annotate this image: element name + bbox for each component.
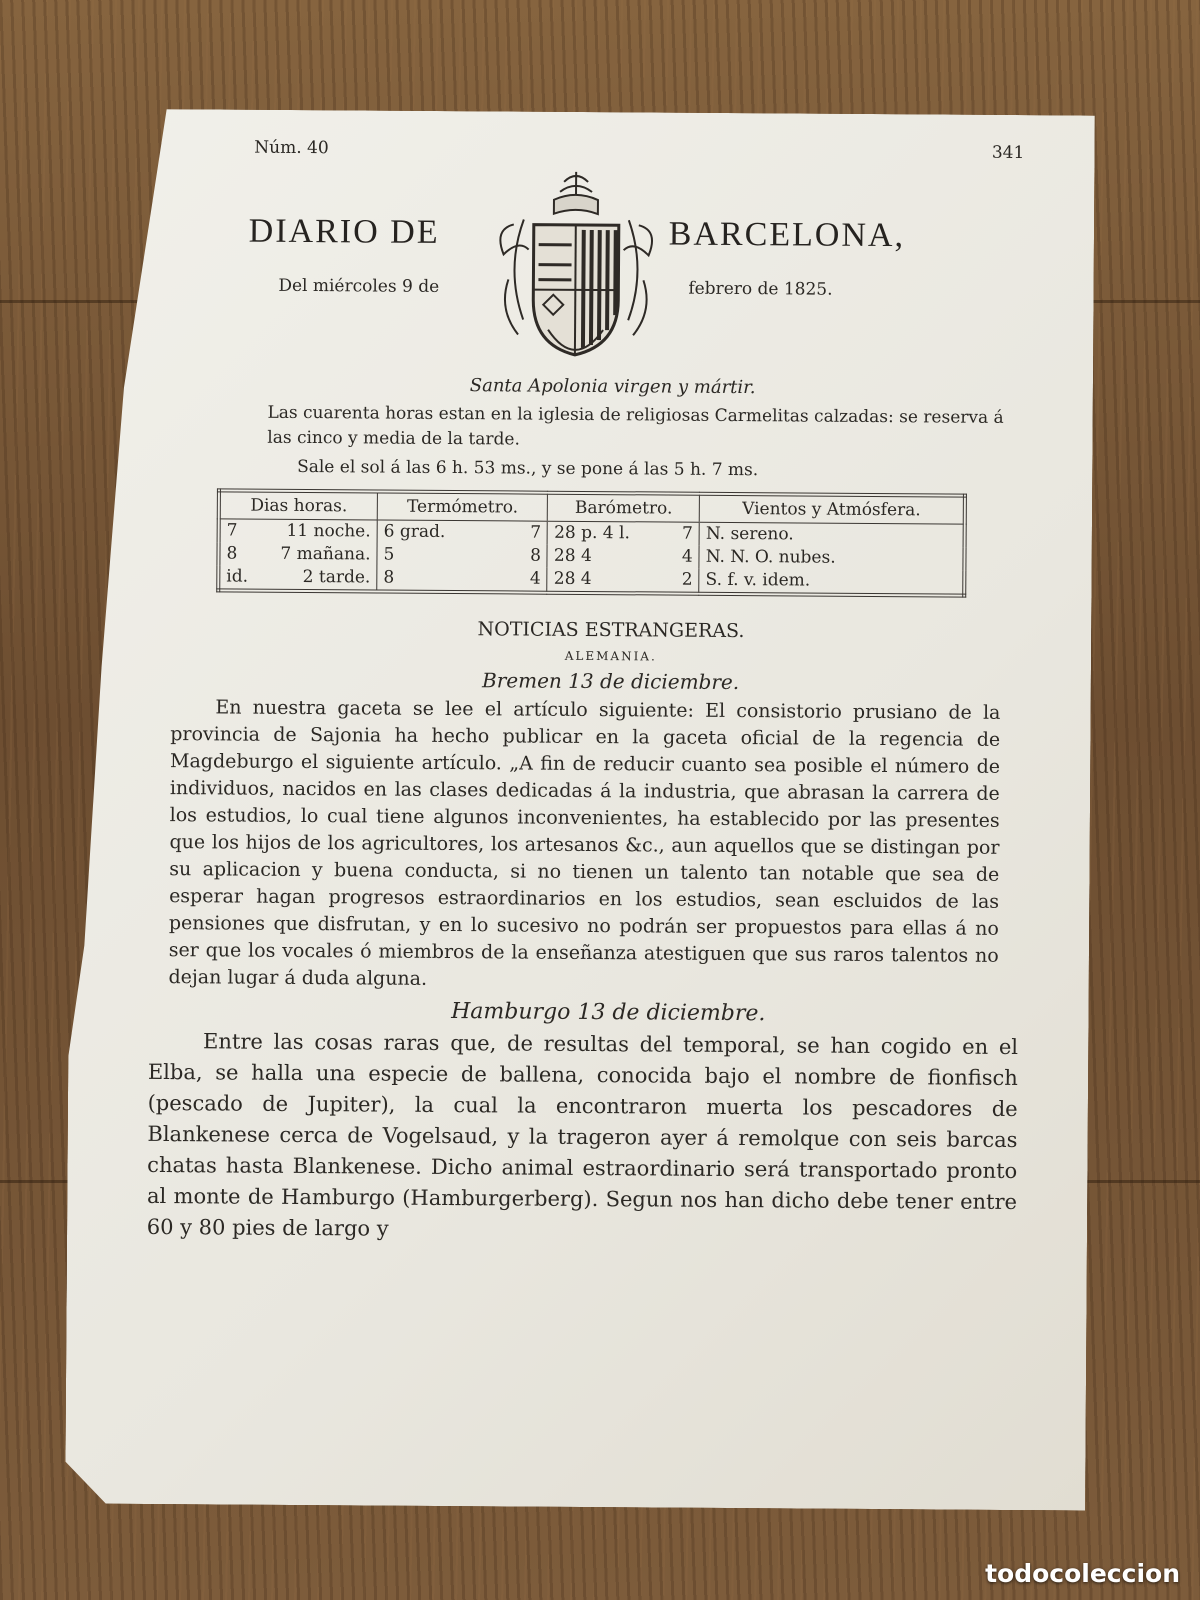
section-title: NOTICIAS ESTRANGERAS.	[477, 618, 745, 643]
country-heading: ALEMANIA.	[564, 648, 657, 664]
therm-frac: 4	[529, 568, 541, 589]
therm-frac: 8	[530, 545, 542, 566]
article-hamburg: Entre las cosas raras que, de resultas del temporal, se han cogido en el Elba, se halla una especie de ballena, conocida bajo el nombre de fionfisch (pescado de Jupiter), la cual la encontraron muerta los pescadores de Blankenese cerca de Vogelsaud, y la trageron ayer á remolque con seis barcas chatas hasta Blankenese. Dicho animal estraordinario será transportado pronto al monte de Hamburgo (Hamburgerberg). Segun nos han dicho debe tener entre 60 y 80 pies de largo y	[146, 1029, 1019, 1241]
hour: 11 noche.	[286, 520, 371, 542]
saint-of-day: Santa Apolonia virgen y mártir.	[469, 375, 756, 399]
therm-deg: 6 grad.	[383, 521, 446, 542]
header-barometer: Barómetro.	[548, 493, 700, 523]
wind: N. sereno.	[699, 522, 964, 547]
baro-frac: 2	[681, 569, 693, 590]
coat-of-arms-icon	[493, 169, 659, 370]
therm-deg: 5	[383, 544, 395, 565]
hour: 7 mañana.	[280, 543, 371, 565]
baro-frac: 7	[681, 523, 693, 544]
header-thermometer: Termómetro.	[377, 492, 548, 522]
masthead	[153, 167, 1034, 343]
wind: S. f. v. idem.	[699, 569, 964, 596]
date-left: Del miércoles 9 de	[278, 275, 440, 297]
newspaper-content	[146, 137, 1035, 1403]
baro: 28 p. 4 l.	[554, 522, 630, 544]
day: 8	[226, 543, 238, 564]
date-right: febrero de 1825.	[688, 278, 833, 300]
title-left: DIARIO DE	[248, 212, 440, 251]
weather-table	[216, 488, 967, 597]
article-bremen: En nuestra gaceta se lee el artículo siguiente: El consistorio prusiano de la provincia de Sajonia ha hecho publicar en la gaceta oficial de la regencia de Magdeburgo el siguiente artículo. „A fin de reducir cuanto sea posible el número de individuos, nacidos en las clases dedicadas á la industria, que abrasan la carrera de los estudios, lo cual tiene algunos inconvenientes, ha establecido por las presentes que los hijos de los agricultores, los artesanos &c., aun aquellos que se distingan por su aplicacion y buena conducta, si no tienen un talento tan notable que sea de esperar hagan progresos estraordinarios en los estudios, sean escluidos de las pensiones que disfrutan, y en lo sucesivo no podrán ser propuestos para ellas á no ser que los vocales ó miembros de la enseñanza atestiguen que sus raros talentos no dejan lugar á duda alguna.	[168, 696, 1001, 990]
page-number: 341	[991, 142, 1025, 164]
baro-frac: 4	[681, 546, 693, 567]
therm-frac: 7	[530, 522, 542, 543]
baro: 28 4	[553, 545, 592, 567]
day: id.	[226, 566, 249, 587]
forty-hours-notice: Las cuarenta horas estan en la iglesia de religiosas Carmelitas calzadas: se reserva á las cinco y media de la tarde.	[267, 402, 1004, 450]
header-winds: Vientos y Atmósfera.	[699, 494, 964, 524]
watermark: todocoleccion	[985, 1559, 1180, 1588]
baro: 28 4	[553, 568, 592, 590]
dateline-hamburg: Hamburgo 13 de diciembre.	[451, 999, 766, 1027]
issue-number: Núm. 40	[254, 137, 329, 159]
table-row	[218, 565, 964, 595]
dateline-bremen: Bremen 13 de diciembre.	[481, 668, 740, 695]
day: 7	[226, 520, 238, 541]
therm-deg: 8	[383, 567, 395, 588]
hour: 2 tarde.	[302, 566, 371, 588]
wind: N. N. O. nubes.	[699, 546, 964, 571]
sun-times: Sale el sol á las 6 h. 53 ms., y se pone á las 5 h. 7 ms.	[297, 456, 759, 481]
title-right: BARCELONA,	[668, 215, 906, 255]
header-days-hours: Dias horas.	[219, 490, 378, 520]
